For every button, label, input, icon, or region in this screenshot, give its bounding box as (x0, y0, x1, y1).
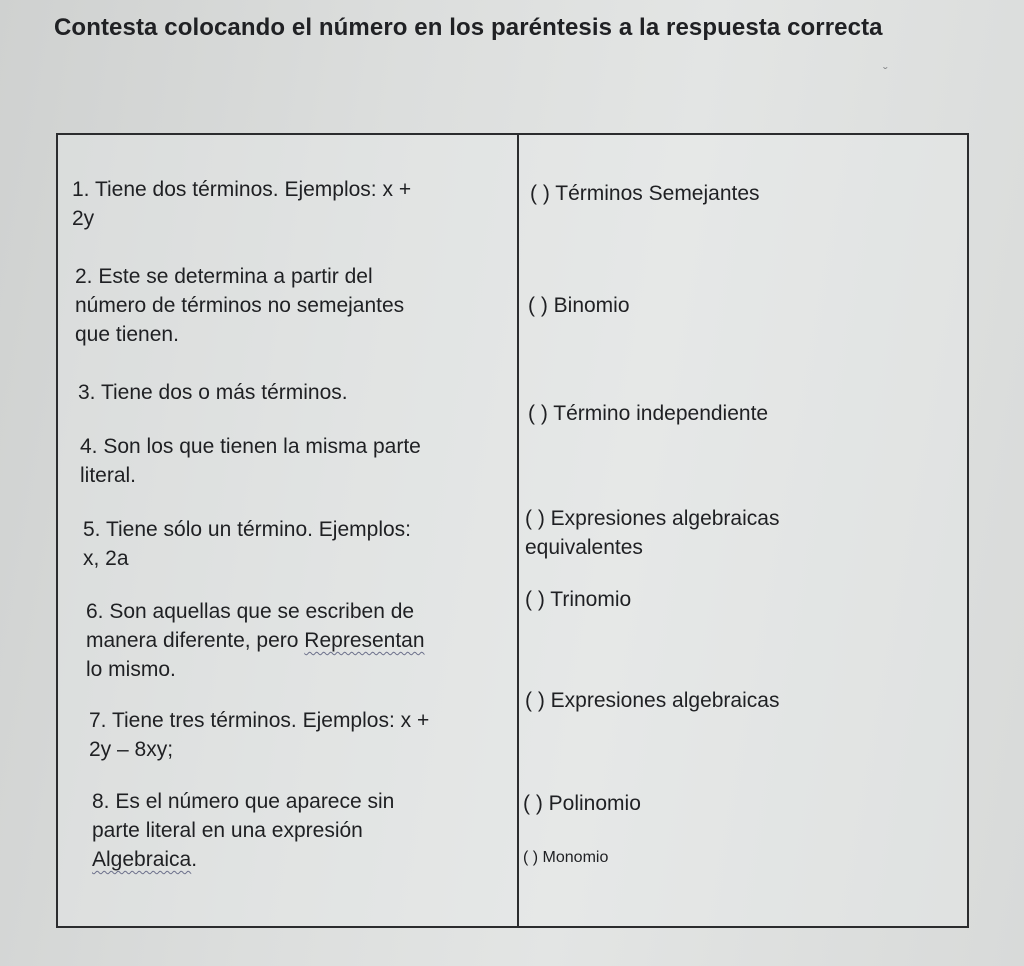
left-item-5-line-2: x, 2a (83, 547, 129, 570)
left-item-4 (80, 432, 421, 490)
column-divider (517, 135, 519, 926)
left-item-6-line-2-text: manera diferente, pero (86, 629, 305, 652)
answer-option-3[interactable] (528, 399, 768, 428)
answer-option-6-label: ( ) Expresiones algebraicas (525, 689, 780, 712)
left-item-8-line-1: 8. Es el número que aparece sin (92, 790, 395, 813)
pen-mark: ˇ (883, 64, 888, 80)
left-item-8 (92, 787, 394, 874)
answer-option-2[interactable] (528, 291, 630, 320)
left-item-6 (86, 597, 425, 684)
answer-option-5-label: ( ) Trinomio (525, 588, 632, 611)
left-item-1-line-2: 2y (72, 207, 95, 230)
answer-option-1[interactable] (530, 179, 760, 208)
left-item-4-line-2: literal. (80, 464, 137, 487)
left-item-6-line-2 (86, 626, 425, 655)
left-item-5 (83, 515, 411, 573)
left-item-5-line-1: 5. Tiene sólo un término. Ejemplos: (83, 518, 412, 541)
left-item-7-line-2: 2y – 8xy; (89, 738, 174, 761)
answer-option-5[interactable] (525, 585, 631, 614)
answer-option-4-label: ( ) Expresiones algebraicas (525, 507, 780, 530)
left-item-8-period: . (191, 848, 198, 871)
answer-option-2-label: ( ) Binomio (528, 294, 630, 317)
answer-option-8[interactable] (523, 843, 608, 872)
answer-option-6[interactable] (525, 686, 779, 715)
answer-option-4[interactable] (525, 504, 779, 562)
left-item-2-line-3: que tienen. (75, 323, 179, 346)
answer-option-7-label: ( ) Polinomio (523, 792, 641, 815)
left-item-7-line-1: 7. Tiene tres términos. Ejemplos: x + (89, 709, 430, 732)
left-item-8-line-2: parte literal en una expresión (92, 819, 363, 842)
left-item-1 (72, 175, 411, 233)
left-item-2-line-1: 2. Este se determina a partir del (75, 265, 373, 288)
left-item-2 (75, 262, 404, 349)
answer-option-3-label: ( ) Término independiente (528, 402, 769, 425)
left-item-3 (78, 378, 348, 407)
worksheet-title: Contesta colocando el número en los paréntesis a la respuesta correcta (54, 14, 883, 41)
left-item-8-line-3 (92, 845, 394, 874)
left-item-6-underlined-word: Representan (304, 629, 425, 652)
left-item-6-line-3: lo mismo. (86, 658, 176, 681)
left-item-3-line-1: 3. Tiene dos o más términos. (78, 381, 348, 404)
answer-option-1-label: ( ) Términos Semejantes (530, 182, 760, 205)
answer-option-4-label-cont: equivalentes (525, 536, 643, 559)
answer-option-7[interactable] (523, 789, 641, 818)
left-item-6-line-1: 6. Son aquellas que se escriben de (86, 600, 415, 623)
left-item-2-line-2: número de términos no semejantes (75, 294, 405, 317)
left-item-7 (89, 706, 429, 764)
left-item-4-line-1: 4. Son los que tienen la misma parte (80, 435, 421, 458)
left-item-8-underlined-word: Algebraica (92, 848, 192, 871)
answer-option-8-label: ( ) Monomio (523, 849, 609, 866)
matching-table (56, 133, 969, 928)
left-item-1-line-1: 1. Tiene dos términos. Ejemplos: x + (72, 178, 412, 201)
